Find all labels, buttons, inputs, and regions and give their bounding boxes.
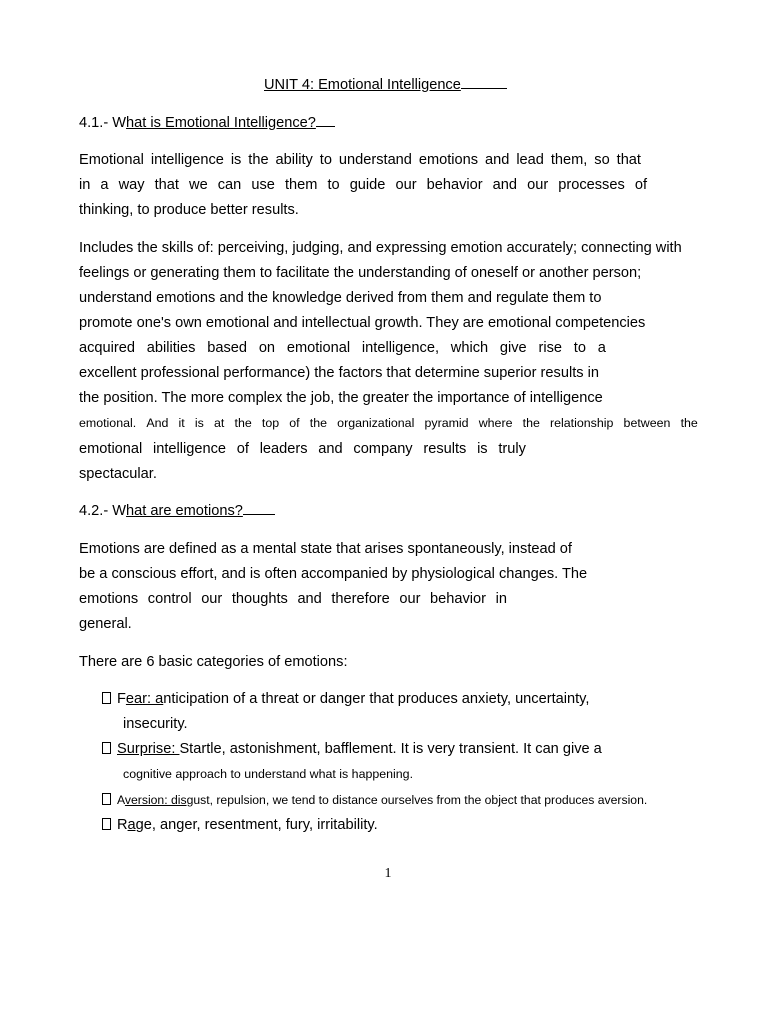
- word: emotional: [79, 441, 143, 457]
- word: way: [118, 177, 145, 193]
- word: in: [79, 177, 91, 193]
- word: it: [178, 416, 185, 430]
- list-item-surprise: Surprise: Startle, astonishment, bafflement. It is very transient. It can give a: [102, 740, 602, 758]
- word: can: [217, 177, 242, 193]
- word: to: [327, 177, 340, 193]
- word: that: [154, 177, 179, 193]
- word: based: [207, 340, 248, 356]
- word: the: [680, 416, 698, 430]
- paragraph-line: feelings or generating them to facilitate the understanding of oneself or another person;: [79, 265, 642, 281]
- bullet-box-icon: [102, 818, 111, 830]
- word: is: [477, 441, 488, 457]
- bullet-box-icon: [102, 742, 111, 754]
- word: between: [623, 416, 671, 430]
- word: a: [100, 177, 109, 193]
- word: them: [284, 177, 318, 193]
- word: them,: [550, 152, 588, 168]
- word: truly: [498, 441, 526, 457]
- word: and: [492, 177, 518, 193]
- word: understand: [338, 152, 412, 168]
- list-item-aversion: Aversion: disgust, repulsion, we tend to distance ourselves from the object that produces aversion.: [102, 791, 647, 809]
- word: our: [201, 591, 223, 607]
- word: company: [353, 441, 413, 457]
- paragraph-line: [79, 151, 641, 169]
- paragraph-line: [79, 440, 526, 458]
- word: to: [319, 152, 332, 168]
- categories-intro: There are 6 basic categories of emotions:: [79, 654, 348, 670]
- word: and: [485, 152, 510, 168]
- paragraph-line: Includes the skills of: perceiving, judging, and expressing emotion accurately; connecting with: [79, 240, 682, 256]
- bullet-box-icon: [102, 692, 111, 704]
- word: the: [248, 152, 269, 168]
- word: in: [495, 591, 507, 607]
- word: is: [230, 152, 242, 168]
- word: therefore: [331, 591, 390, 607]
- word: and: [318, 441, 343, 457]
- word: that: [616, 152, 641, 168]
- word: we: [189, 177, 208, 193]
- paragraph-line: understand emotions and the knowledge derived from them and regulate them to: [79, 290, 602, 306]
- word: use: [251, 177, 275, 193]
- word: at: [214, 416, 225, 430]
- word: Emotional: [79, 152, 144, 168]
- word: is: [194, 416, 204, 430]
- word: rise: [538, 340, 562, 356]
- paragraph-line: Emotions are defined as a mental state that arises spontaneously, instead of: [79, 541, 572, 557]
- list-item-continuation: insecurity.: [123, 716, 188, 732]
- word: guide: [349, 177, 386, 193]
- word: top: [261, 416, 280, 430]
- word: control: [147, 591, 192, 607]
- bullet-box-icon: [102, 793, 111, 805]
- word: and: [297, 591, 322, 607]
- word: abilities: [146, 340, 196, 356]
- paragraph-line: excellent professional performance) the factors that determine superior results in: [79, 365, 599, 381]
- word: of: [236, 441, 249, 457]
- word: emotions: [79, 591, 139, 607]
- list-item-rage: Rage, anger, resentment, fury, irritability.: [102, 816, 378, 834]
- list-item-continuation: cognitive approach to understand what is happening.: [123, 767, 414, 781]
- page-number: 1: [384, 866, 392, 881]
- paragraph-line: be a conscious effort, and is often accompanied by physiological changes. The: [79, 566, 588, 582]
- word: a: [597, 340, 606, 356]
- word: our: [395, 177, 417, 193]
- paragraph-line: spectacular.: [79, 466, 157, 482]
- word: so: [594, 152, 610, 168]
- word: thoughts: [231, 591, 288, 607]
- paragraph-line: [79, 339, 606, 357]
- word: organizational: [337, 416, 415, 430]
- word: the: [234, 416, 252, 430]
- paragraph-line: promote one's own emotional and intellectual growth. They are emotional competencies: [79, 315, 646, 331]
- paragraph-line: [79, 590, 507, 608]
- word: the: [309, 416, 328, 430]
- word: behavior: [430, 591, 487, 607]
- list-item-fear: Fear: anticipation of a threat or danger that produces anxiety, uncertainty,: [102, 690, 589, 708]
- word: lead: [516, 152, 544, 168]
- word: emotions: [418, 152, 479, 168]
- word: processes: [558, 177, 625, 193]
- word: where: [478, 416, 513, 430]
- word: to: [573, 340, 586, 356]
- paragraph-line: thinking, to produce better results.: [79, 202, 299, 218]
- word: our: [399, 591, 421, 607]
- paragraph-line: [79, 176, 647, 194]
- section-heading-4-1: 4.1.- What is Emotional Intelligence?: [79, 114, 335, 132]
- word: ability: [275, 152, 313, 168]
- word: emotional: [286, 340, 351, 356]
- word: pyramid: [424, 416, 469, 430]
- word: behavior: [426, 177, 483, 193]
- word: intelligence: [150, 152, 224, 168]
- word: intelligence,: [361, 340, 439, 356]
- word: results: [423, 441, 467, 457]
- word: of: [289, 416, 300, 430]
- unit-title: UNIT 4: Emotional Intelligence: [264, 76, 507, 94]
- word: of: [634, 177, 647, 193]
- word: acquired: [79, 340, 135, 356]
- paragraph-line: the position. The more complex the job, the greater the importance of intelligence: [79, 390, 603, 406]
- section-heading-4-2: 4.2.- What are emotions?: [79, 502, 275, 520]
- word: give: [499, 340, 527, 356]
- word: leaders: [259, 441, 308, 457]
- word: intelligence: [153, 441, 227, 457]
- paragraph-line: [79, 414, 698, 432]
- word: And: [146, 416, 169, 430]
- word: emotional.: [79, 416, 137, 430]
- word: our: [527, 177, 549, 193]
- word: on: [258, 340, 276, 356]
- word: the: [522, 416, 540, 430]
- word: which: [450, 340, 489, 356]
- paragraph-line: general.: [79, 616, 132, 632]
- word: relationship: [550, 416, 614, 430]
